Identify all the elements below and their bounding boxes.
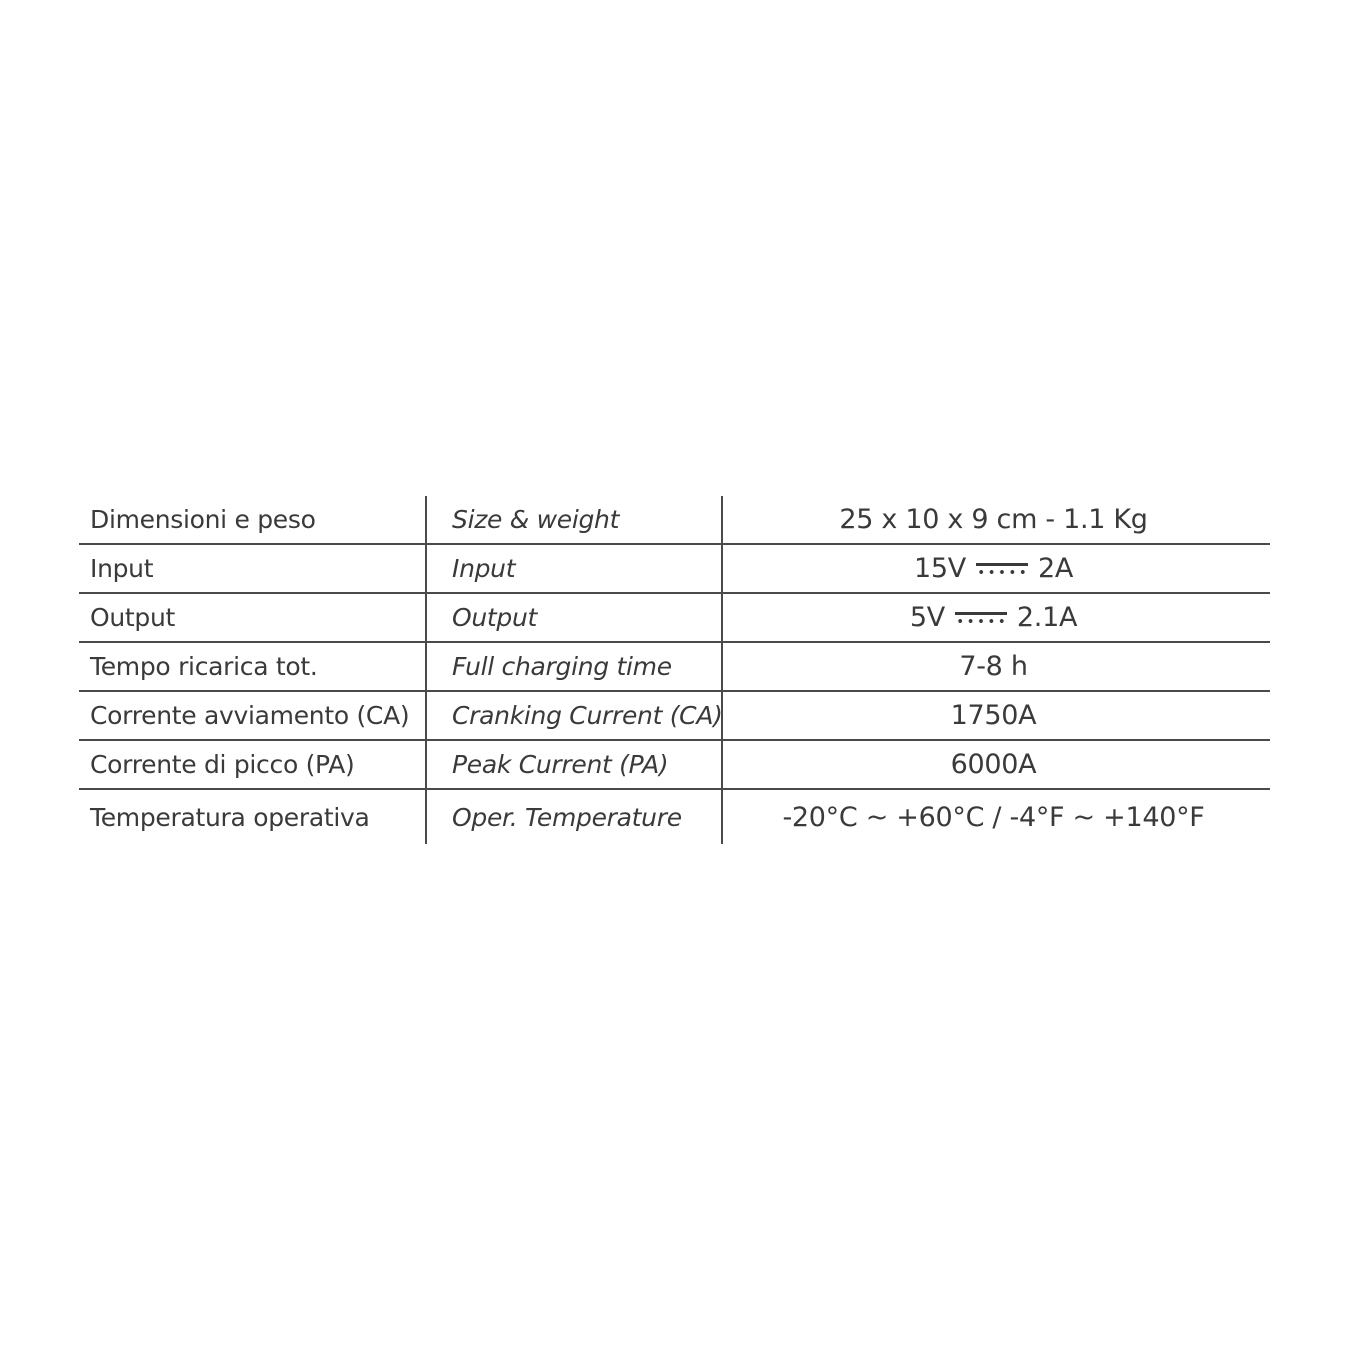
table-row (79, 496, 1270, 545)
spec-value: -20°C ~ +60°C / -4°F ~ +140°F (782, 801, 1205, 833)
table-row (79, 692, 1270, 741)
dc-current-icon (976, 561, 1028, 577)
spec-table (79, 496, 1270, 844)
spec-value (723, 594, 1270, 641)
spec-value: 25 x 10 x 9 cm - 1.1 Kg (839, 504, 1148, 535)
label-italian: Corrente di picco (PA) (79, 741, 427, 788)
label-english: Input (427, 545, 723, 592)
table-row (79, 790, 1270, 844)
label-english: Output (427, 594, 723, 641)
label-english: Size & weight (427, 496, 723, 543)
label-italian: Input (79, 545, 427, 592)
label-italian: Output (79, 594, 427, 641)
spec-value: 7-8 h (959, 651, 1028, 682)
voltage-value: 15V (914, 553, 966, 584)
label-italian: Dimensioni e peso (79, 496, 427, 543)
label-english: Cranking Current (CA) (427, 692, 723, 739)
table-row (79, 643, 1270, 692)
voltage-value: 5V (909, 602, 945, 633)
table-row (79, 545, 1270, 594)
current-value: 2.1A (1016, 602, 1078, 633)
label-english: Full charging time (427, 643, 723, 690)
label-italian: Temperatura operativa (79, 790, 427, 844)
label-english: Peak Current (PA) (427, 741, 723, 788)
current-value: 2A (1037, 553, 1073, 584)
spec-value (723, 545, 1270, 592)
dc-current-icon (955, 610, 1007, 626)
label-italian: Corrente avviamento (CA) (79, 692, 427, 739)
label-english: Oper. Temperature (427, 790, 723, 844)
spec-value: 6000A (950, 749, 1037, 780)
label-italian: Tempo ricarica tot. (79, 643, 427, 690)
table-row (79, 741, 1270, 790)
table-row (79, 594, 1270, 643)
spec-value: 1750A (950, 700, 1037, 731)
